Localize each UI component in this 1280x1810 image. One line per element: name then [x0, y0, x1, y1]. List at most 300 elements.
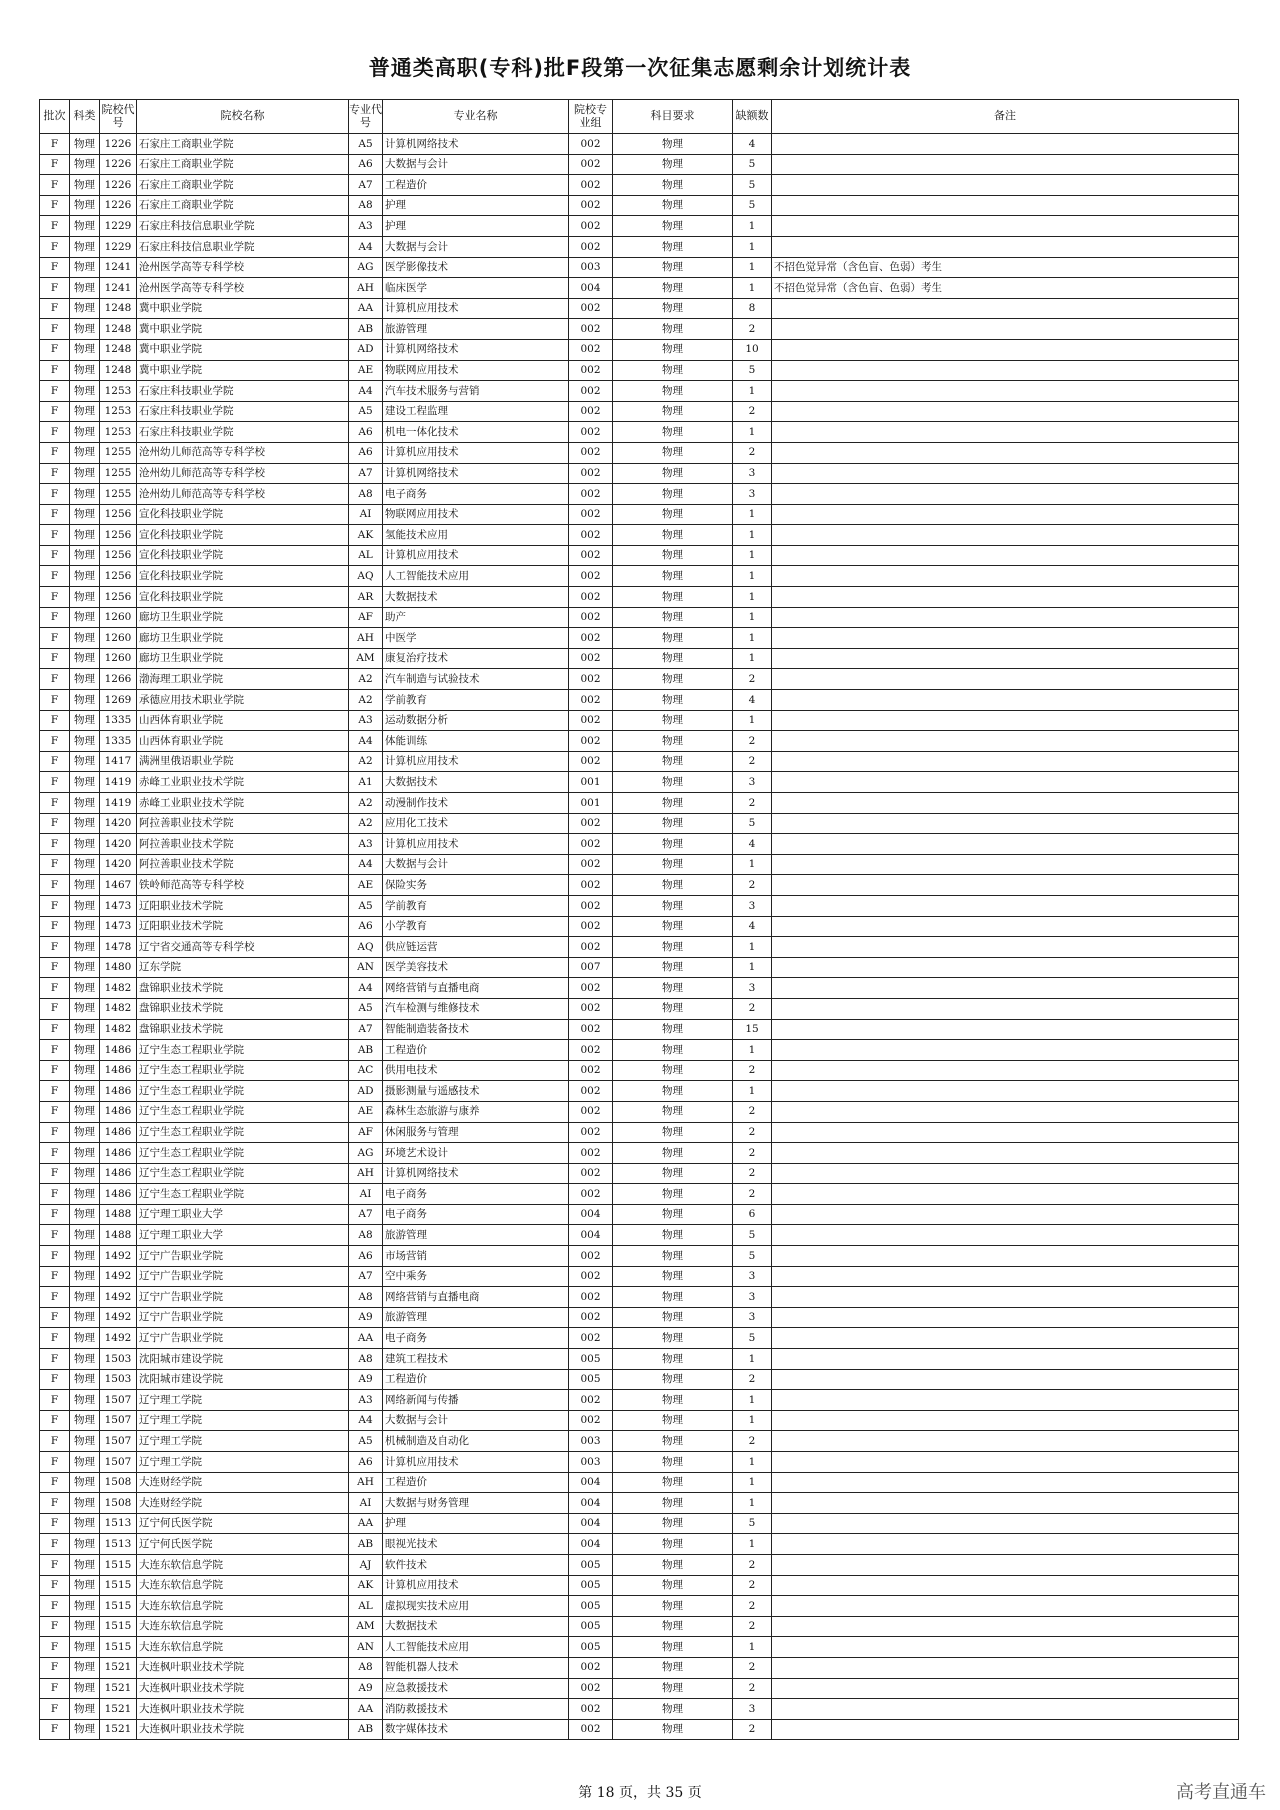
table-cell: 网络营销与直播电商	[383, 1287, 569, 1308]
table-cell: 建筑工程技术	[383, 1349, 569, 1370]
table-cell: 物理	[613, 525, 733, 546]
table-cell: 沧州幼儿师范高等专科学校	[137, 463, 349, 484]
table-row	[40, 1554, 1239, 1575]
table-cell: A3	[349, 710, 383, 731]
table-cell: 物理	[70, 319, 100, 340]
table-cell: 沈阳城市建设学院	[137, 1369, 349, 1390]
header-cell: 专业代号	[349, 100, 383, 134]
table-cell: AA	[349, 298, 383, 319]
table-cell: 物理	[613, 751, 733, 772]
table-cell: 辽宁生态工程职业学院	[137, 1060, 349, 1081]
table-cell: 物理	[613, 648, 733, 669]
table-cell: 石家庄科技职业学院	[137, 401, 349, 422]
table-cell: 1521	[100, 1657, 137, 1678]
table-row	[40, 381, 1239, 402]
table-cell: 3	[733, 772, 772, 793]
table-cell: AB	[349, 1534, 383, 1555]
table-cell: 物理	[613, 772, 733, 793]
table-cell: A8	[349, 195, 383, 216]
table-cell: AI	[349, 504, 383, 525]
table-cell: 辽宁生态工程职业学院	[137, 1122, 349, 1143]
table-cell: 1	[733, 236, 772, 257]
table-cell: 1521	[100, 1719, 137, 1740]
table-cell: 物理	[613, 793, 733, 814]
table-cell: 1	[733, 1390, 772, 1411]
table-cell: 物理	[70, 1596, 100, 1617]
table-cell: 体能训练	[383, 731, 569, 752]
table-cell: A6	[349, 442, 383, 463]
table-cell: F	[40, 1122, 70, 1143]
table-cell: 辽宁广告职业学院	[137, 1328, 349, 1349]
table-cell: 002	[569, 566, 613, 587]
table-cell: 2	[733, 1678, 772, 1699]
table-cell: 物理	[613, 195, 733, 216]
table-cell: 动漫制作技术	[383, 793, 569, 814]
table-cell: 盘锦职业技术学院	[137, 978, 349, 999]
table-cell: 计算机应用技术	[383, 1575, 569, 1596]
table-row	[40, 998, 1239, 1019]
table-cell: 1486	[100, 1060, 137, 1081]
table-cell: 007	[569, 957, 613, 978]
table-cell: 廊坊卫生职业学院	[137, 628, 349, 649]
table-cell: AM	[349, 1616, 383, 1637]
table-cell: 物理	[613, 1493, 733, 1514]
table-cell: A9	[349, 1678, 383, 1699]
table-cell	[772, 1493, 1239, 1514]
table-cell	[772, 1472, 1239, 1493]
table-cell: 物理	[70, 1472, 100, 1493]
table-cell: AN	[349, 957, 383, 978]
table-cell: A4	[349, 236, 383, 257]
table-cell: F	[40, 916, 70, 937]
table-cell: F	[40, 772, 70, 793]
table-cell: 1507	[100, 1390, 137, 1411]
table-row	[40, 1143, 1239, 1164]
table-row	[40, 1699, 1239, 1720]
table-cell: 物理	[613, 1163, 733, 1184]
table-cell: 3	[733, 1287, 772, 1308]
table-cell: 物理	[613, 895, 733, 916]
table-cell: 物理	[70, 1287, 100, 1308]
table-cell: F	[40, 1349, 70, 1370]
table-cell: 2	[733, 669, 772, 690]
table-cell: 物理	[613, 1534, 733, 1555]
table-cell: 物理	[70, 195, 100, 216]
table-row	[40, 1431, 1239, 1452]
table-cell: 004	[569, 1513, 613, 1534]
table-cell: 冀中职业学院	[137, 339, 349, 360]
table-cell: 计算机网络技术	[383, 339, 569, 360]
table-row	[40, 278, 1239, 299]
table-cell: 工程造价	[383, 175, 569, 196]
table-cell: 5	[733, 360, 772, 381]
table-cell: 1473	[100, 916, 137, 937]
table-cell: 1256	[100, 566, 137, 587]
table-row	[40, 1472, 1239, 1493]
table-row	[40, 710, 1239, 731]
table-cell: 物理	[70, 1534, 100, 1555]
table-cell: 计算机网络技术	[383, 463, 569, 484]
table-cell: 物理	[613, 690, 733, 711]
table-cell: 物理	[613, 236, 733, 257]
table-cell: 002	[569, 1019, 613, 1040]
table-cell: 1260	[100, 628, 137, 649]
table-cell: A8	[349, 1225, 383, 1246]
table-row	[40, 442, 1239, 463]
table-cell: F	[40, 1287, 70, 1308]
table-cell: 2	[733, 1122, 772, 1143]
table-row	[40, 298, 1239, 319]
table-cell: 002	[569, 154, 613, 175]
table-cell: F	[40, 1307, 70, 1328]
header-cell: 科目要求	[613, 100, 733, 134]
table-cell: 电子商务	[383, 1204, 569, 1225]
table-row	[40, 1246, 1239, 1267]
table-cell: 物理	[70, 216, 100, 237]
table-cell: 保险实务	[383, 875, 569, 896]
table-cell: 大数据技术	[383, 1616, 569, 1637]
table-cell: AG	[349, 1143, 383, 1164]
table-cell: 机械制造及自动化	[383, 1431, 569, 1452]
table-cell: 物理	[613, 422, 733, 443]
table-row	[40, 195, 1239, 216]
table-row	[40, 731, 1239, 752]
table-cell: F	[40, 381, 70, 402]
table-cell: 计算机网络技术	[383, 1163, 569, 1184]
table-cell: 物理	[70, 957, 100, 978]
table-cell: F	[40, 628, 70, 649]
table-cell: 冀中职业学院	[137, 298, 349, 319]
table-cell: A7	[349, 463, 383, 484]
table-cell: 物理	[70, 1369, 100, 1390]
table-cell: A4	[349, 854, 383, 875]
table-cell: 物理	[70, 1307, 100, 1328]
table-row	[40, 1349, 1239, 1370]
table-cell: 1	[733, 381, 772, 402]
table-row	[40, 628, 1239, 649]
table-cell: 1467	[100, 875, 137, 896]
table-cell: F	[40, 1390, 70, 1411]
table-cell: 物理	[613, 566, 733, 587]
table-cell: A4	[349, 731, 383, 752]
table-cell: 004	[569, 1225, 613, 1246]
table-cell: 002	[569, 731, 613, 752]
table-cell: 物理	[70, 1184, 100, 1205]
header-cell: 批次	[40, 100, 70, 134]
table-cell: AB	[349, 1719, 383, 1740]
table-cell	[772, 793, 1239, 814]
table-cell: 3	[733, 463, 772, 484]
table-cell	[772, 566, 1239, 587]
table-cell: F	[40, 1431, 70, 1452]
table-cell: 计算机应用技术	[383, 751, 569, 772]
table-cell: A8	[349, 1287, 383, 1308]
table-cell: F	[40, 257, 70, 278]
table-cell: 002	[569, 895, 613, 916]
table-cell: 002	[569, 1163, 613, 1184]
table-cell: 沧州医学高等专科学校	[137, 278, 349, 299]
table-row	[40, 1493, 1239, 1514]
table-cell: 物理	[613, 216, 733, 237]
table-cell: 物理	[70, 628, 100, 649]
table-cell: 大连枫叶职业技术学院	[137, 1719, 349, 1740]
table-cell	[772, 1637, 1239, 1658]
table-cell	[772, 504, 1239, 525]
table-cell: 计算机网络技术	[383, 134, 569, 155]
table-row	[40, 1513, 1239, 1534]
table-cell: F	[40, 751, 70, 772]
table-cell: AF	[349, 607, 383, 628]
table-cell: 3	[733, 1307, 772, 1328]
table-cell: 002	[569, 607, 613, 628]
table-cell: AE	[349, 875, 383, 896]
table-cell: 物理	[70, 1657, 100, 1678]
table-row	[40, 1204, 1239, 1225]
table-cell: 电子商务	[383, 484, 569, 505]
table-cell: 旅游管理	[383, 1307, 569, 1328]
table-cell: F	[40, 298, 70, 319]
table-cell: F	[40, 875, 70, 896]
table-row	[40, 463, 1239, 484]
table-cell: 002	[569, 628, 613, 649]
table-cell: 1226	[100, 154, 137, 175]
table-cell: 物理	[70, 978, 100, 999]
table-cell: 计算机应用技术	[383, 1452, 569, 1473]
table-cell: 1	[733, 648, 772, 669]
table-cell: 物理	[613, 1513, 733, 1534]
table-cell: 1515	[100, 1596, 137, 1617]
table-cell: 大数据与财务管理	[383, 1493, 569, 1514]
table-cell: AJ	[349, 1554, 383, 1575]
table-cell: F	[40, 566, 70, 587]
table-cell: AE	[349, 360, 383, 381]
table-cell	[772, 978, 1239, 999]
table-cell: F	[40, 175, 70, 196]
table-cell	[772, 1534, 1239, 1555]
table-cell: A4	[349, 978, 383, 999]
table-cell: 学前教育	[383, 895, 569, 916]
table-cell	[772, 1513, 1239, 1534]
table-cell	[772, 690, 1239, 711]
table-cell: 石家庄工商职业学院	[137, 154, 349, 175]
table-cell: 物理	[613, 916, 733, 937]
table-row	[40, 1019, 1239, 1040]
table-row	[40, 1081, 1239, 1102]
table-cell	[772, 381, 1239, 402]
table-cell: A3	[349, 834, 383, 855]
table-cell: 不招色觉异常（含色盲、色弱）考生	[772, 257, 1239, 278]
table-cell: 石家庄工商职业学院	[137, 195, 349, 216]
table-cell: 1335	[100, 710, 137, 731]
table-cell: 1255	[100, 463, 137, 484]
table-row	[40, 1101, 1239, 1122]
table-cell: A5	[349, 134, 383, 155]
plan-table	[39, 99, 1239, 1740]
table-cell	[772, 463, 1239, 484]
table-cell: A5	[349, 895, 383, 916]
table-cell: F	[40, 1246, 70, 1267]
table-cell: 2	[733, 1616, 772, 1637]
table-cell: 氢能技术应用	[383, 525, 569, 546]
table-row	[40, 772, 1239, 793]
table-cell: 2	[733, 1554, 772, 1575]
table-cell: 大连东软信息学院	[137, 1616, 349, 1637]
table-cell: A2	[349, 793, 383, 814]
table-cell	[772, 1328, 1239, 1349]
table-cell: 1	[733, 937, 772, 958]
table-cell: 物理	[613, 1719, 733, 1740]
table-cell: 1	[733, 854, 772, 875]
table-row	[40, 916, 1239, 937]
table-cell	[772, 298, 1239, 319]
table-cell: 4	[733, 834, 772, 855]
table-cell: 1	[733, 216, 772, 237]
table-cell: F	[40, 793, 70, 814]
table-cell: 宣化科技职业学院	[137, 587, 349, 608]
table-cell	[772, 1452, 1239, 1473]
table-cell: 物理	[70, 1452, 100, 1473]
header-cell: 院校专业组	[569, 100, 613, 134]
table-cell: 沧州幼儿师范高等专科学校	[137, 442, 349, 463]
table-cell: 1482	[100, 978, 137, 999]
table-cell	[772, 154, 1239, 175]
table-cell: 2	[733, 1060, 772, 1081]
table-cell: F	[40, 998, 70, 1019]
table-cell: 1	[733, 710, 772, 731]
table-cell: F	[40, 1040, 70, 1061]
table-cell: 1	[733, 504, 772, 525]
table-cell	[772, 1657, 1239, 1678]
table-cell: 物理	[70, 442, 100, 463]
table-cell: AI	[349, 1493, 383, 1514]
table-row	[40, 566, 1239, 587]
table-cell: 辽宁生态工程职业学院	[137, 1040, 349, 1061]
table-cell: AL	[349, 545, 383, 566]
table-cell: 物理	[613, 1431, 733, 1452]
table-cell: 1486	[100, 1184, 137, 1205]
table-row	[40, 484, 1239, 505]
table-cell: 物理	[70, 1081, 100, 1102]
table-cell: A6	[349, 916, 383, 937]
table-cell: 虚拟现实技术应用	[383, 1596, 569, 1617]
table-cell: 宣化科技职业学院	[137, 566, 349, 587]
table-cell: 002	[569, 710, 613, 731]
table-cell: 002	[569, 339, 613, 360]
table-cell: 物理	[70, 587, 100, 608]
table-cell: 1515	[100, 1637, 137, 1658]
table-cell: F	[40, 1637, 70, 1658]
table-cell: 辽宁何氏医学院	[137, 1513, 349, 1534]
table-cell	[772, 545, 1239, 566]
table-cell: A5	[349, 401, 383, 422]
table-cell: F	[40, 1328, 70, 1349]
table-cell: 市场营销	[383, 1246, 569, 1267]
table-row	[40, 1410, 1239, 1431]
table-cell: 物理	[70, 1246, 100, 1267]
table-cell: 大数据与会计	[383, 236, 569, 257]
table-cell: 1508	[100, 1472, 137, 1493]
table-cell: 物理	[613, 978, 733, 999]
table-row	[40, 1719, 1239, 1740]
table-cell: 2	[733, 751, 772, 772]
table-cell: 大数据与会计	[383, 854, 569, 875]
table-cell: 物理	[613, 463, 733, 484]
table-cell: 002	[569, 1101, 613, 1122]
table-cell: 2	[733, 793, 772, 814]
table-cell: 大连枫叶职业技术学院	[137, 1657, 349, 1678]
table-cell	[772, 401, 1239, 422]
table-cell: 物理	[70, 463, 100, 484]
header-cell: 备注	[772, 100, 1239, 134]
table-cell: 供用电技术	[383, 1060, 569, 1081]
table-cell	[772, 1143, 1239, 1164]
table-cell	[772, 1719, 1239, 1740]
table-cell: 15	[733, 1019, 772, 1040]
table-row	[40, 587, 1239, 608]
table-cell: 物理	[613, 484, 733, 505]
table-cell: 物理	[613, 134, 733, 155]
table-cell: 辽宁何氏医学院	[137, 1534, 349, 1555]
table-row	[40, 319, 1239, 340]
table-cell: 2	[733, 1369, 772, 1390]
table-cell: 汽车制造与试验技术	[383, 669, 569, 690]
table-cell	[772, 1163, 1239, 1184]
table-cell: A8	[349, 1657, 383, 1678]
table-cell: 物理	[70, 1616, 100, 1637]
table-cell	[772, 1184, 1239, 1205]
table-cell: 2	[733, 731, 772, 752]
table-row	[40, 422, 1239, 443]
table-cell: 物理	[613, 401, 733, 422]
table-cell: F	[40, 504, 70, 525]
table-cell: 1	[733, 957, 772, 978]
table-cell: 1515	[100, 1575, 137, 1596]
table-cell: 1507	[100, 1410, 137, 1431]
table-cell: 002	[569, 1719, 613, 1740]
table-cell: 赤峰工业职业技术学院	[137, 793, 349, 814]
table-cell: 环境艺术设计	[383, 1143, 569, 1164]
table-cell: A6	[349, 422, 383, 443]
table-cell: 1226	[100, 134, 137, 155]
table-row	[40, 134, 1239, 155]
table-cell: 物理	[613, 1616, 733, 1637]
table-cell: 1255	[100, 484, 137, 505]
table-cell: 002	[569, 1699, 613, 1720]
table-cell: 物理	[613, 1452, 733, 1473]
table-cell: 1486	[100, 1040, 137, 1061]
table-cell: 不招色觉异常（含色盲、色弱）考生	[772, 278, 1239, 299]
table-cell: 铁岭师范高等专科学校	[137, 875, 349, 896]
table-cell: 2	[733, 1431, 772, 1452]
table-cell: 物理	[613, 1390, 733, 1411]
table-cell: 物理	[70, 793, 100, 814]
table-cell: 摄影测量与遥感技术	[383, 1081, 569, 1102]
table-cell: 物理	[70, 669, 100, 690]
table-cell: 物理	[613, 1143, 733, 1164]
table-row	[40, 793, 1239, 814]
table-cell: 物理	[613, 1410, 733, 1431]
table-cell: 物理	[70, 1699, 100, 1720]
table-cell: 机电一体化技术	[383, 422, 569, 443]
table-cell: 002	[569, 751, 613, 772]
table-cell: 大数据技术	[383, 772, 569, 793]
table-row	[40, 504, 1239, 525]
table-cell: 物理	[70, 484, 100, 505]
table-cell	[772, 834, 1239, 855]
table-cell: F	[40, 278, 70, 299]
table-row	[40, 1657, 1239, 1678]
table-cell: 物理	[613, 1637, 733, 1658]
